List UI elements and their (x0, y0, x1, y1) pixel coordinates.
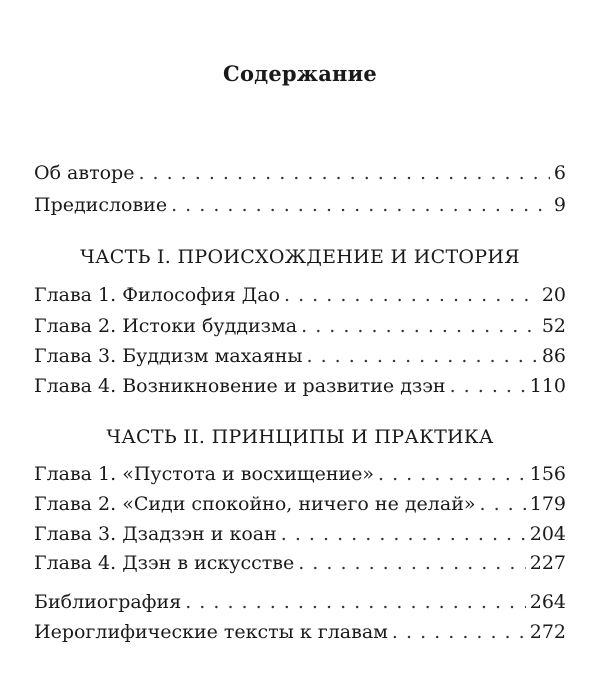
toc-entry-label: Об авторе (34, 162, 135, 184)
toc-entry-part1-chapter2[interactable] (34, 313, 566, 339)
toc-entry-label: Глава 3. Буддизм махаяны (34, 345, 303, 367)
dot-leader (171, 192, 550, 218)
toc-entry-part1-chapter3[interactable] (34, 343, 566, 369)
toc-entry-page: 110 (529, 375, 566, 397)
toc-entry-part2-chapter1[interactable] (34, 461, 566, 487)
toc-entry-page: 6 (553, 162, 566, 184)
toc-entry-page: 20 (541, 284, 566, 306)
toc-entry-page: 272 (529, 621, 566, 643)
part-1-heading: ЧАСТЬ I. ПРОИСХОЖДЕНИЕ И ИСТОРИЯ (80, 246, 520, 268)
dot-leader (281, 521, 526, 547)
toc-entry-page: 52 (541, 315, 566, 337)
toc-entry-bibliography[interactable] (34, 589, 566, 615)
toc-entry-label: Глава 4. Возникновение и развитие дзэн (34, 375, 446, 397)
page-title: Содержание (223, 61, 377, 86)
toc-entry-label: Глава 4. Дзэн в искусстве (34, 552, 295, 574)
toc-entry-label: Глава 2. «Сиди спокойно, ничего не делай» (34, 493, 476, 515)
dot-leader (185, 589, 526, 615)
dot-leader (479, 491, 525, 517)
toc-entry-label: Предисловие (34, 194, 168, 216)
toc-entry-label: Глава 2. Истоки буддизма (34, 315, 298, 337)
toc-entry-page: 86 (541, 345, 566, 367)
toc-entry-page: 264 (529, 591, 566, 613)
toc-entry-part2-chapter3[interactable] (34, 521, 566, 547)
toc-entry-page: 179 (529, 493, 566, 515)
dot-leader (138, 160, 549, 186)
toc-entry-page: 9 (553, 194, 566, 216)
dot-leader (301, 313, 538, 339)
dot-leader (392, 619, 526, 645)
toc-entry-page: 156 (529, 463, 566, 485)
toc-entry-preface[interactable] (34, 192, 566, 218)
toc-entry-part1-chapter1[interactable] (34, 282, 566, 308)
dot-leader (450, 373, 526, 399)
dot-leader (378, 461, 526, 487)
toc-entry-about-author[interactable] (34, 160, 566, 186)
toc-entry-hieroglyphic-texts[interactable] (34, 619, 566, 645)
toc-entry-label: Библиография (34, 591, 182, 613)
toc-entry-part1-chapter4[interactable] (34, 373, 566, 399)
toc-entry-label: Иероглифические тексты к главам (34, 621, 388, 643)
toc-entry-part2-chapter4[interactable] (34, 550, 566, 576)
toc-entry-page: 204 (529, 523, 566, 545)
dot-leader (307, 343, 538, 369)
toc-entry-label: Глава 3. Дзадзэн и коан (34, 523, 277, 545)
toc-entry-page: 227 (529, 552, 566, 574)
toc-entry-label: Глава 1. Философия Дао (34, 284, 281, 306)
dot-leader (284, 282, 538, 308)
toc-entry-part2-chapter2[interactable] (34, 491, 566, 517)
toc-entry-label: Глава 1. «Пустота и восхищение» (34, 463, 375, 485)
dot-leader (298, 550, 526, 576)
part-2-heading: ЧАСТЬ II. ПРИНЦИПЫ И ПРАКТИКА (106, 426, 494, 448)
